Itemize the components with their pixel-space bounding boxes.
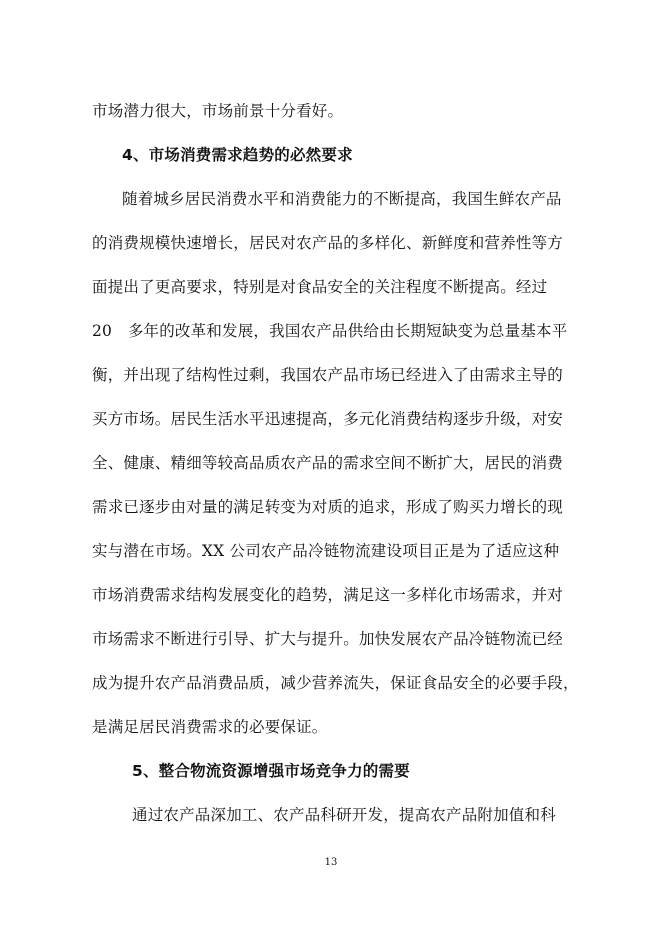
paragraph-line: 成为提升农产品消费品质，减少营养流失，保证食品安全的必要手段， [92, 674, 579, 692]
paragraph-line: 实与潜在市场。XX 公司农产品冷链物流建设项目正是为了适应这种 [92, 542, 560, 560]
section-heading-4: 4、市场消费需求趋势的必然要求 [122, 146, 353, 164]
paragraph-line: 市场消费需求结构发展变化的趋势，满足这一多样化市场需求，并对 [92, 586, 564, 604]
paragraph-line: 20 多年的改革和发展，我国农产品供给由长期短缺变为总量基本平 [92, 322, 568, 340]
paragraph-line: 需求已逐步由对量的满足转变为对质的追求，形成了购买力增长的现 [92, 498, 564, 516]
paragraph-line: 全、健康、精细等较高品质农产品的需求空间不断扩大，居民的消费 [92, 454, 564, 472]
paragraph-line: 面提出了更高要求，特别是对食品安全的关注程度不断提高。经过 [92, 278, 548, 296]
paragraph-line: 衡，并出现了结构性过剩，我国农产品市场已经进入了由需求主导的 [92, 366, 564, 384]
paragraph-line: 市场需求不断进行引导、扩大与提升。加快发展农产品冷链物流已经 [92, 630, 564, 648]
page-number: 13 [324, 857, 338, 868]
paragraph-line: 通过农产品深加工、农产品科研开发，提高农产品附加值和科 [132, 806, 556, 824]
paragraph-line: 市场潜力很大，市场前景十分看好。 [92, 102, 344, 120]
paragraph-line: 随着城乡居民消费水平和消费能力的不断提高，我国生鲜农产品 [122, 190, 562, 208]
paragraph-line: 的消费规模快速增长，居民对农产品的多样化、新鲜度和营养性等方 [92, 234, 564, 252]
paragraph-line: 买方市场。居民生活水平迅速提高，多元化消费结构逐步升级，对安 [92, 410, 564, 428]
paragraph-line: 是满足居民消费需求的必要保证。 [92, 718, 328, 736]
section-heading-5: 5、整合物流资源增强市场竞争力的需要 [132, 762, 410, 780]
